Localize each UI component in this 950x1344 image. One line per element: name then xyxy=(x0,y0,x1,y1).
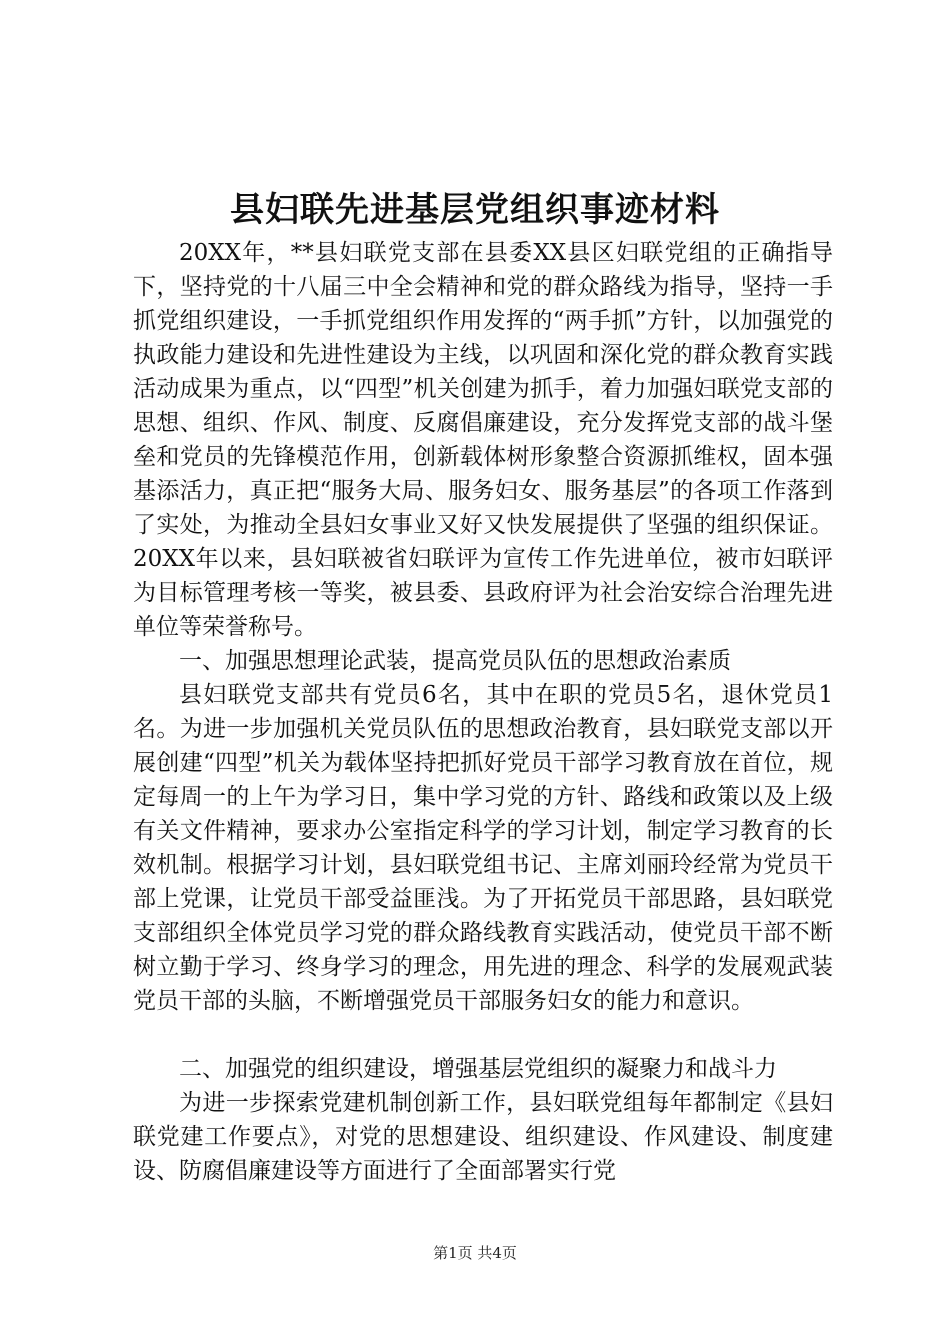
section-heading-1: 一、加强思想理论武装，提高党员队伍的思想政治素质 xyxy=(179,648,731,674)
paragraph-spacer xyxy=(133,1018,833,1052)
document-title: 县妇联先进基层党组织事迹材料 xyxy=(230,190,720,230)
document-body xyxy=(133,236,833,1188)
paragraph-intro: 20XX年，**县妇联党支部在县委XX县区妇联党组的正确指导下，坚持党的十八届三中全会精神和党的群众路线为指导，坚持一手抓党组织建设，一手抓党组织作用发挥的“两手抓”方针，以加强党的执政能力建设和先进性建设为主线，以巩固和深化党的群众教育实践活动成果为重点，以“四型”机关创建为抓手，着力加强妇联党支部的思想、组织、作风、制度、反腐倡廉建设，充分发挥党支部的战斗堡垒和党员的先锋模范作用，创新载体树形象整合资源抓维权，固本强基添活力，真正把“服务大局、服务妇女、服务基层”的各项工作落到了实处，为推动全县妇女事业又好又快发展提供了坚强的组织保证。20XX年以来，县妇联被省妇联评为宣传工作先进单位，被市妇联评为目标管理考核一等奖，被县委、县政府评为社会治安综合治理先进单位等荣誉称号。 xyxy=(133,240,833,640)
section-heading-2: 二、加强党的组织建设，增强基层党组织的凝聚力和战斗力 xyxy=(179,1056,777,1082)
page-total: 共4页 xyxy=(477,1244,517,1262)
page-footer xyxy=(0,1243,950,1263)
paragraph-section-1: 县妇联党支部共有党员6名，其中在职的党员5名，退休党员1名。为进一步加强机关党员队伍的思想政治教育，县妇联党支部以开展创建“四型”机关为载体坚持把抓好党员干部学习教育放在首位，规定每周一的上午为学习日，集中学习党的方针、路线和政策以及上级有关文件精神，要求办公室指定科学的学习计划，制定学习教育的长效机制。根据学习计划，县妇联党组书记、主席刘丽玲经常为党员干部上党课，让党员干部受益匪浅。为了开拓党员干部思路，县妇联党支部组织全体党员学习党的群众路线教育实践活动，使党员干部不断树立勤于学习、终身学习的理念，用先进的理念、科学的发展观武装党员干部的头脑，不断增强党员干部服务妇女的能力和意识。 xyxy=(133,682,833,1014)
page-number: 第1页 xyxy=(433,1244,473,1262)
paragraph-section-2: 为进一步探索党建机制创新工作，县妇联党组每年都制定《县妇联党建工作要点》，对党的思想建设、组织建设、作风建设、制度建设、防腐倡廉建设等方面进行了全面部署实行党 xyxy=(133,1090,833,1184)
